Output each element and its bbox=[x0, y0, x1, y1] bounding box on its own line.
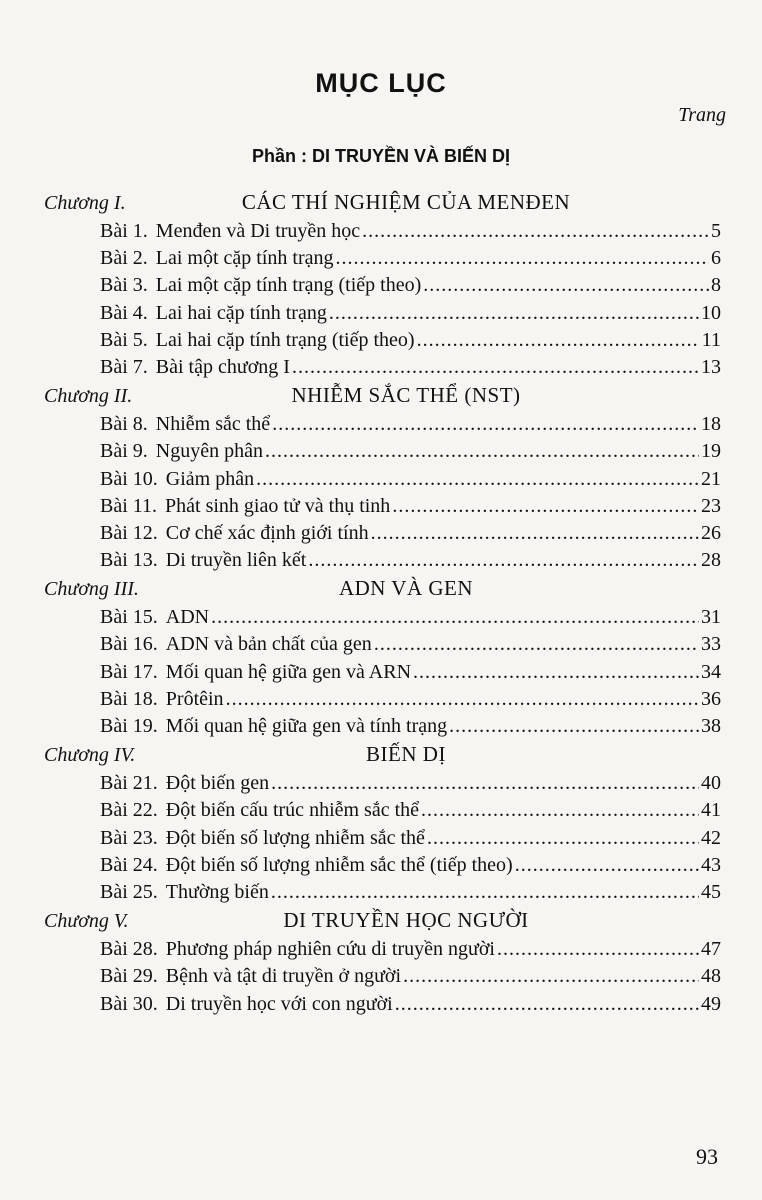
lesson-number: Bài 5. bbox=[100, 328, 148, 351]
dot-leader bbox=[272, 413, 699, 436]
lesson-title: Lai một cặp tính trạng bbox=[155, 247, 334, 270]
chapter-heading bbox=[0, 742, 762, 772]
lesson-page: 13 bbox=[701, 355, 721, 378]
toc-entry bbox=[100, 772, 721, 799]
toc-entry bbox=[100, 827, 721, 854]
dot-leader bbox=[371, 522, 699, 545]
chapter-heading bbox=[0, 908, 762, 938]
page-number: 93 bbox=[696, 1144, 718, 1169]
lesson-title: Lai hai cặp tính trạng bbox=[155, 301, 327, 324]
dot-leader bbox=[211, 606, 699, 629]
toc-entry bbox=[100, 715, 721, 742]
lesson-title: Lai hai cặp tính trạng (tiếp theo) bbox=[155, 328, 415, 351]
chapter-label: Chương III. bbox=[44, 578, 139, 601]
lesson-title: Nguyên phân bbox=[155, 440, 263, 463]
toc-entry bbox=[100, 633, 721, 660]
chapter-label: Chương IV. bbox=[44, 744, 136, 767]
lesson-number: Bài 23. bbox=[100, 826, 158, 849]
lesson-number: Bài 30. bbox=[100, 992, 158, 1015]
dot-leader bbox=[403, 965, 699, 988]
page-column-label: Trang bbox=[678, 104, 726, 126]
lesson-number: Bài 13. bbox=[100, 549, 158, 572]
lesson-page: 33 bbox=[701, 633, 721, 656]
lesson-title: Phương pháp nghiên cứu di truyền người bbox=[165, 938, 495, 961]
lesson-title: Di truyền liên kết bbox=[165, 549, 307, 572]
chapter-title: CÁC THÍ NGHIỆM CỦA MENĐEN bbox=[241, 190, 571, 214]
dot-leader bbox=[497, 938, 699, 961]
dot-leader bbox=[374, 633, 699, 656]
part-title: Phần : DI TRUYỀN VÀ BIẾN DỊ bbox=[251, 146, 511, 166]
lesson-title: Đột biến số lượng nhiễm sắc thể (tiếp theo) bbox=[165, 853, 513, 876]
lesson-page: 5 bbox=[711, 220, 721, 242]
chapter-title: DI TRUYỀN HỌC NGƯỜI bbox=[283, 908, 529, 933]
lesson-number: Bài 15. bbox=[100, 606, 158, 629]
dot-leader bbox=[265, 440, 699, 463]
dot-leader bbox=[308, 549, 699, 572]
dot-leader bbox=[413, 661, 699, 684]
toc-entry bbox=[100, 522, 721, 549]
dot-leader bbox=[395, 993, 699, 1016]
lesson-number: Bài 8. bbox=[100, 413, 148, 436]
lesson-page: 19 bbox=[701, 440, 721, 463]
lesson-page: 47 bbox=[701, 938, 721, 961]
chapter-label: Chương II. bbox=[44, 385, 133, 408]
lesson-page: 10 bbox=[701, 301, 721, 324]
table-of-contents bbox=[0, 190, 762, 1020]
chapter-title: NHIỄM SẮC THỂ (NST) bbox=[291, 383, 521, 408]
toc-entry bbox=[100, 302, 721, 329]
toc-entry bbox=[100, 356, 721, 383]
page-title: MỤC LỤC bbox=[315, 68, 447, 98]
toc-entry bbox=[100, 549, 721, 576]
chapter-label: Chương V. bbox=[44, 910, 129, 933]
lesson-title: Phát sinh giao tử và thụ tinh bbox=[165, 494, 391, 517]
toc-entry bbox=[100, 965, 721, 992]
lesson-number: Bài 1. bbox=[100, 220, 148, 242]
lesson-number: Bài 9. bbox=[100, 440, 148, 463]
lesson-page: 40 bbox=[701, 772, 721, 795]
toc-entry bbox=[100, 440, 721, 467]
chapter-title: ADN VÀ GEN bbox=[338, 576, 474, 601]
lesson-title: ADN và bản chất của gen bbox=[165, 633, 372, 656]
toc-entry bbox=[100, 661, 721, 688]
dot-leader bbox=[421, 799, 699, 822]
lesson-title: Đột biến cấu trúc nhiễm sắc thể bbox=[165, 799, 420, 822]
lesson-number: Bài 24. bbox=[100, 853, 158, 876]
toc-entry bbox=[100, 993, 721, 1020]
lesson-title: Bài tập chương I bbox=[155, 355, 290, 378]
lesson-title: Di truyền học với con người bbox=[165, 992, 393, 1015]
lesson-title: Bệnh và tật di truyền ở người bbox=[165, 965, 402, 988]
lesson-number: Bài 2. bbox=[100, 247, 148, 270]
lesson-number: Bài 18. bbox=[100, 687, 158, 710]
lesson-page: 49 bbox=[701, 992, 721, 1015]
dot-leader bbox=[336, 247, 709, 270]
toc-entry bbox=[100, 495, 721, 522]
toc-entry bbox=[100, 881, 721, 908]
dot-leader bbox=[329, 302, 699, 325]
toc-entry bbox=[100, 799, 721, 826]
lesson-page: 31 bbox=[701, 606, 721, 629]
toc-entry bbox=[100, 606, 721, 633]
toc-entry bbox=[100, 220, 721, 247]
lesson-page: 23 bbox=[701, 494, 721, 517]
lesson-number: Bài 16. bbox=[100, 633, 158, 656]
lesson-number: Bài 17. bbox=[100, 660, 158, 683]
lesson-title: Thường biến bbox=[165, 880, 269, 903]
lesson-page: 42 bbox=[701, 826, 721, 849]
lesson-number: Bài 7. bbox=[100, 355, 148, 378]
dot-leader bbox=[417, 329, 700, 352]
toc-entry bbox=[100, 938, 721, 965]
dot-leader bbox=[226, 688, 699, 711]
dot-leader bbox=[427, 827, 699, 850]
chapter-heading bbox=[0, 190, 762, 220]
lesson-number: Bài 28. bbox=[100, 938, 158, 961]
lesson-number: Bài 4. bbox=[100, 301, 148, 324]
lesson-number: Bài 12. bbox=[100, 521, 158, 544]
lesson-page: 34 bbox=[701, 660, 721, 683]
lesson-page: 26 bbox=[701, 521, 721, 544]
lesson-title: Mối quan hệ giữa gen và ARN bbox=[165, 660, 412, 683]
lesson-number: Bài 19. bbox=[100, 715, 158, 737]
toc-entry bbox=[100, 854, 721, 881]
dot-leader bbox=[256, 468, 699, 491]
lesson-page: 41 bbox=[701, 799, 721, 822]
dot-leader bbox=[292, 356, 699, 379]
dot-leader bbox=[362, 220, 709, 243]
lesson-title: Cơ chế xác định giới tính bbox=[165, 521, 369, 544]
lesson-title: Đột biến số lượng nhiễm sắc thể bbox=[165, 826, 425, 849]
lesson-page: 6 bbox=[711, 247, 721, 270]
lesson-page: 45 bbox=[701, 880, 721, 903]
dot-leader bbox=[449, 715, 699, 738]
lesson-number: Bài 22. bbox=[100, 799, 158, 822]
toc-entry bbox=[100, 274, 721, 301]
toc-entry bbox=[100, 413, 721, 440]
lesson-title: Lai một cặp tính trạng (tiếp theo) bbox=[155, 274, 422, 297]
lesson-title: Mối quan hệ giữa gen và tính trạng bbox=[165, 715, 448, 737]
lesson-number: Bài 29. bbox=[100, 965, 158, 988]
lesson-title: Giảm phân bbox=[165, 467, 255, 490]
lesson-number: Bài 21. bbox=[100, 772, 158, 795]
lesson-page: 18 bbox=[701, 413, 721, 436]
lesson-page: 8 bbox=[711, 274, 721, 297]
lesson-page: 36 bbox=[701, 687, 721, 710]
toc-entry bbox=[100, 688, 721, 715]
lesson-page: 38 bbox=[701, 715, 721, 737]
toc-entry bbox=[100, 468, 721, 495]
toc-entry bbox=[100, 329, 721, 356]
lesson-page: 11 bbox=[701, 328, 721, 351]
chapter-heading bbox=[0, 576, 762, 606]
lesson-title: ADN bbox=[165, 606, 210, 629]
lesson-title: Prôtêin bbox=[165, 687, 224, 710]
chapter-title: BIẾN DỊ bbox=[366, 742, 446, 767]
chapter-label: Chương I. bbox=[44, 192, 126, 214]
dot-leader bbox=[271, 772, 699, 795]
lesson-number: Bài 10. bbox=[100, 467, 158, 490]
dot-leader bbox=[423, 274, 709, 297]
lesson-title: Menđen và Di truyền học bbox=[155, 220, 361, 242]
dot-leader bbox=[515, 854, 699, 877]
lesson-title: Đột biến gen bbox=[165, 772, 270, 795]
toc-entry bbox=[100, 247, 721, 274]
lesson-number: Bài 11. bbox=[100, 494, 158, 517]
lesson-page: 21 bbox=[701, 467, 721, 490]
lesson-page: 28 bbox=[701, 549, 721, 572]
lesson-page: 43 bbox=[701, 853, 721, 876]
dot-leader bbox=[392, 495, 699, 518]
lesson-number: Bài 3. bbox=[100, 274, 148, 297]
lesson-number: Bài 25. bbox=[100, 880, 158, 903]
chapter-heading bbox=[0, 383, 762, 413]
lesson-title: Nhiễm sắc thể bbox=[155, 413, 271, 436]
dot-leader bbox=[271, 881, 699, 904]
lesson-page: 48 bbox=[701, 965, 721, 988]
